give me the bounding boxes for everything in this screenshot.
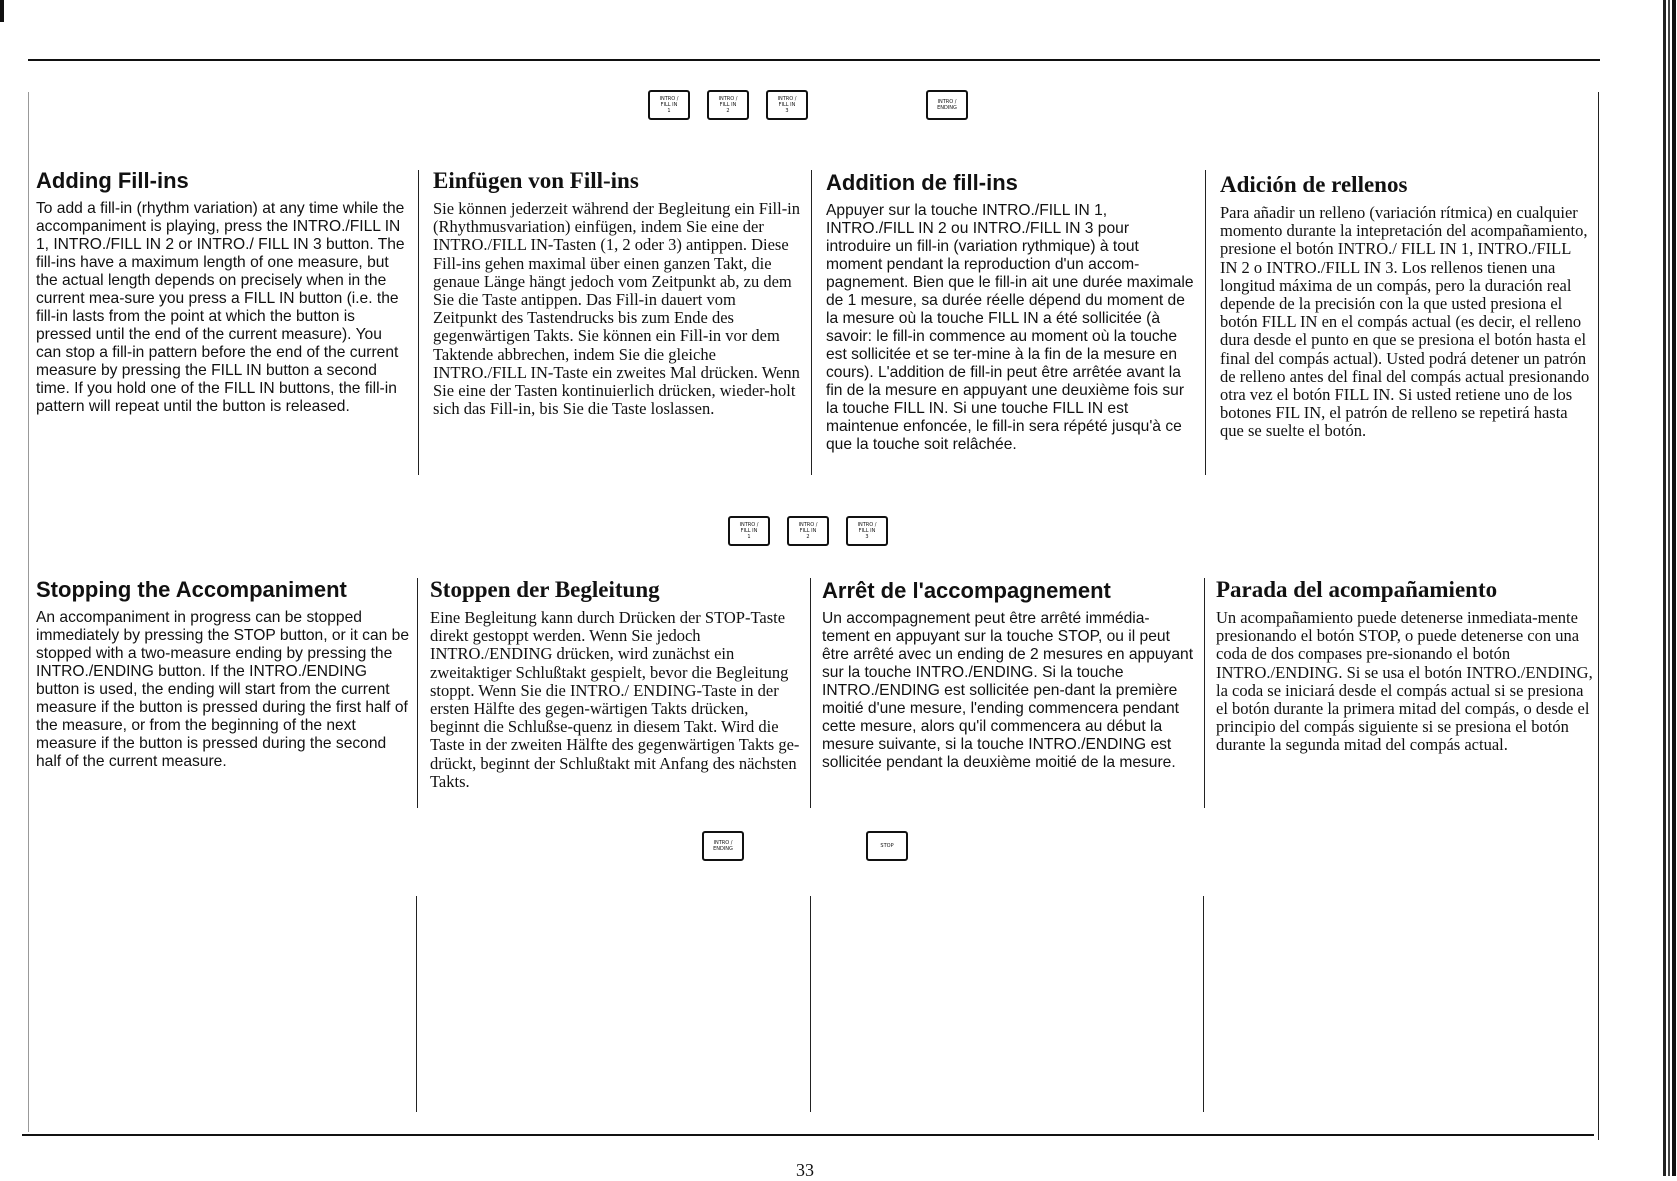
section-title: Arrêt de l'accompagnement [822, 578, 1111, 603]
left-border [28, 92, 29, 1132]
col-divider-1-upper [418, 170, 419, 475]
right-border [1598, 92, 1599, 1140]
section-body: Sie können jederzeit während der Begleitung ein Fill-in (Rhythmusvariation) einfügen, indem Sie eine der INTRO./FILL IN-Tasten (1, 2 oder 3) antippen. Diese Fill-ins gehen maximal über einen ganzen Takt, die genaue Länge hängt jedoch vom Zeitpunkt ab, zu dem Sie die Taste antippen. Das Fill-in dauert vom Zeitpunkt des Tastendrucks bis zum Ende des gegenwärtigen Takts. Sie können ein Fill-in vor dem Taktende abbrechen, indem Sie die gleiche INTRO./FILL IN-Taste ein zweites Mal drücken. Wenn Sie eine der Tasten kontinuierlich drücken, wieder-holt sich das Fill-in, bis Sie die Taste loslassen. [433, 199, 801, 419]
section-body: Un accompagnement peut être arrêté immédia-tement en appuyant sur la touche STOP, ou il peut être arrêté avec un ending de 2 mesures en appuyant sur la touche INTRO./ENDING. Si la touche INTRO./ENDING est sollicitée pen-dant la première moitié d'une mesure, l'ending commencera pendant cette mesure, alors qu'il commencera au début la mesure suivante, si la touche INTRO./ENDING est sollicitée pendant la deuxième moitié de la mesure. [822, 610, 1194, 771]
stopping-fr [822, 578, 1194, 772]
top-rule [28, 59, 1600, 61]
section-title: Parada del acompañamiento [1216, 577, 1498, 602]
col-divider-3-middle [1204, 578, 1205, 808]
section-title: Adding Fill-ins [36, 168, 189, 193]
bottom-rule [22, 1134, 1594, 1136]
section-title: Stoppen der Begleitung [430, 577, 660, 602]
section-body: Un acompañamiento puede detenerse inmediata-mente presionando el botón STOP, o puede detenerse con una coda de dos compases pre-sionando el botón INTRO./ENDING. Si se usa el botón INTRO./ENDING, la coda se iniciará desde el compás actual si se presiona el botón durante la primera mitad del compás, o desde el principio del compás siguiente si se presiona el botón durante la segunda mitad del compás actual. [1216, 608, 1593, 755]
page-number: 33 [796, 1160, 814, 1180]
fill-ins-de [433, 168, 801, 418]
intro-fill-in-1-button: INTRO / FILL IN 1 [648, 90, 690, 120]
ending-button-top-wrap [926, 90, 968, 120]
col-divider-2-middle [810, 578, 811, 808]
intro-ending-button: INTRO / ENDING [926, 90, 968, 120]
section-body: Eine Begleitung kann durch Drücken der STOP-Taste direkt gestoppt werden. Wenn Sie jedoch INTRO./ENDING drücken, wird zunächst ein zweitaktiger Schlußtakt gespielt, bevor die Begleitung stoppt. Wenn Sie die INTRO./ ENDING-Taste in der ersten Hälfte des gegen-wärtigen Takts drücken, beginnt die Schlußse-quenz in diesem Takt. Wird die Taste in der zweiten Hälfte des gegenwärtigen Takts ge-drückt, beginnt der Schlußtakt mit Anfang des nächsten Takts. [430, 608, 800, 791]
section-title: Adición de rellenos [1220, 172, 1408, 197]
section-body: Para añadir un relleno (variación rítmica) en cualquier momento durante la intepretación del acompañamiento, presione el botón INTRO./ FILL IN 1, INTRO./FILL IN 2 o INTRO./FILL IN 3. Los rellenos tienen una longitud máxima de un compás, pero la duración real depende de la precisión con la que usted presiona el botón FILL IN en el compás actual (es decir, el relleno dura desde el punto en que se presiona el botón hasta el final del compás actual). Usted podrá detener un patrón de relleno antes del final del compás actual presionando otra vez el botón FILL IN. Si usted retiene uno de los botones FIL IN, el patrón de relleno se repetirá hasta que se suelte el botón. [1220, 203, 1590, 441]
fill-ins-en [36, 168, 408, 416]
col-divider-3-lower [1203, 896, 1204, 1112]
stop-button-wrap [866, 831, 908, 861]
intro-fill-in-1-button: INTRO / FILL IN 1 [728, 516, 770, 546]
col-divider-2-upper [811, 170, 812, 475]
section-body: An accompaniment in progress can be stopped immediately by pressing the STOP button, or it can be stopped with a two-measure ending by pressing the INTRO./ENDING button. If the INTRO./ENDING button is used, the ending will start from the current measure if the button is pressed during the first half of the measure, or from the beginning of the next measure if the button is pressed during the second half of the current measure. [36, 609, 410, 770]
stopping-de [430, 577, 800, 791]
stopping-en [36, 577, 410, 771]
intro-ending-button: INTRO / ENDING [702, 831, 744, 861]
section-title: Addition de fill-ins [826, 170, 1018, 195]
intro-fill-in-2-button: INTRO / FILL IN 2 [787, 516, 829, 546]
section-body: To add a fill-in (rhythm variation) at any time while the accompaniment is playing, press the INTRO./FILL IN 1, INTRO./FILL IN 2 or INTRO./ FILL IN 3 button. The fill-ins have a maximum length of one measure, but the actual length depends on precisely when in the current mea-sure you press a FILL IN button (i.e. the fill-in lasts from the point at which the button is pressed until the end of the current measure). You can stop a fill-in pattern before the end of the current measure by pressing the FILL IN button a second time. If you hold one of the FILL IN buttons, the fill-in pattern will repeat until the button is released. [36, 200, 405, 415]
fill-ins-es [1220, 172, 1592, 441]
fill-in-buttons-top [648, 90, 808, 120]
stop-button: STOP [866, 831, 908, 861]
section-title: Stopping the Accompaniment [36, 577, 347, 602]
col-divider-1-lower [416, 896, 417, 1112]
col-divider-3-upper [1205, 170, 1206, 475]
intro-fill-in-2-button: INTRO / FILL IN 2 [707, 90, 749, 120]
fill-ins-fr [826, 170, 1196, 454]
corner-mark [0, 0, 4, 22]
ending-button-bottom-wrap [702, 831, 744, 861]
intro-fill-in-3-button: INTRO / FILL IN 3 [846, 516, 888, 546]
col-divider-2-lower [810, 896, 811, 1112]
section-title: Einfügen von Fill-ins [433, 168, 639, 193]
col-divider-1-middle [417, 578, 418, 808]
fill-in-buttons-middle [728, 516, 888, 546]
binding-spine [1659, 0, 1677, 1176]
stopping-es [1216, 577, 1594, 755]
section-body: Appuyer sur la touche INTRO./FILL IN 1, INTRO./FILL IN 2 ou INTRO./FILL IN 3 pour introduire un fill-in (variation rythmique) à tout moment pendant la reproduction d'un accom-pagnement. Bien que le fill-in ait une durée maximale de 1 mesure, sa durée réelle dépend du moment de la mesure où la touche FILL IN a été sollicitée (à savoir: le fill-in commence au moment où la touche est sollicitée et se ter-mine à la fin de la mesure en cours). L'addition de fill-in peut être arrêtée avant la fin de la mesure en appuyant une deuxième fois sur la touche FILL IN. Si une touche FILL IN est maintenue enfoncée, le fill-in sera répété jusqu'à ce que la touche soit relâchée. [826, 202, 1194, 453]
intro-fill-in-3-button: INTRO / FILL IN 3 [766, 90, 808, 120]
